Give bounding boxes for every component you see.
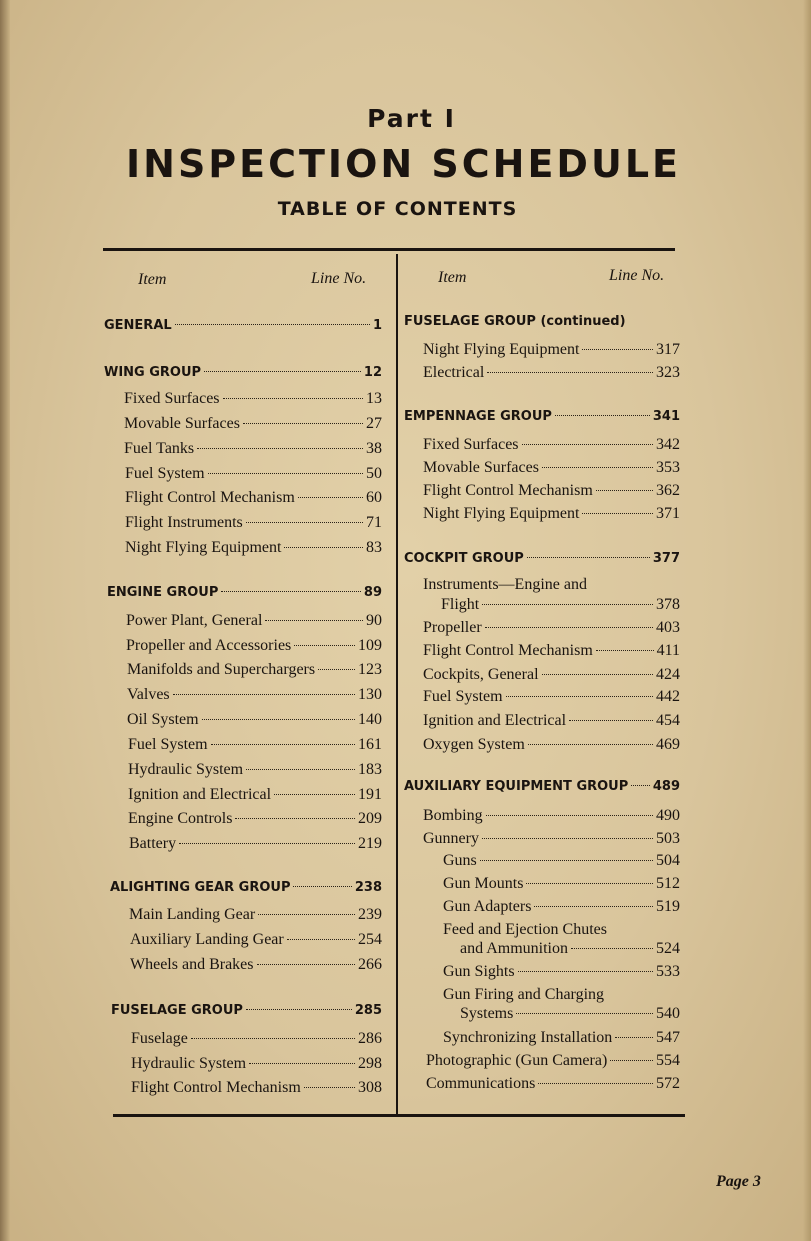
toc-entry-label: GENERAL: [104, 318, 172, 333]
toc-line-number: 13: [366, 390, 382, 407]
toc-entry-label: Flight Control Mechanism: [423, 642, 593, 659]
toc-entry-label: Electrical: [423, 364, 485, 381]
page-title: INSPECTION SCHEDULE: [126, 142, 681, 186]
toc-line-number: 191: [358, 786, 382, 803]
toc-entry: [131, 1055, 382, 1073]
dot-leader: [197, 448, 363, 449]
dot-leader: [246, 522, 363, 523]
toc-line-number: 50: [366, 465, 382, 482]
toc-entry: [124, 415, 382, 433]
toc-entry-label: Communications: [426, 1075, 536, 1092]
dot-leader: [522, 444, 653, 445]
toc-line-number: 454: [656, 712, 680, 729]
toc-entry-label: Night Flying Equipment: [423, 505, 580, 522]
bottom-rule: [113, 1114, 685, 1117]
dot-leader: [274, 794, 355, 795]
toc-entry: [130, 931, 382, 949]
toc-line-number: 38: [366, 440, 382, 457]
dot-leader: [284, 547, 363, 548]
toc-line-number: 341: [652, 409, 680, 424]
toc-entry: [125, 539, 382, 557]
dot-leader: [631, 785, 650, 786]
toc-entry: [126, 637, 382, 655]
toc-line-number: 362: [656, 482, 680, 499]
toc-entry: [423, 576, 587, 594]
toc-line-number: 140: [358, 711, 382, 728]
toc-line-number: 424: [656, 666, 680, 683]
toc-entry-label: COCKPIT GROUP: [404, 551, 524, 566]
toc-line-number: 12: [363, 365, 382, 380]
toc-entry-label: Flight Control Mechanism: [125, 489, 295, 506]
dot-leader: [528, 744, 653, 745]
dot-leader: [246, 1009, 352, 1010]
dot-leader: [287, 939, 355, 940]
toc-line-number: 554: [656, 1052, 680, 1069]
toc-group-heading: [107, 585, 382, 600]
left-item-header: Item: [138, 271, 167, 288]
toc-entry-label: Engine Controls: [128, 810, 233, 827]
toc-entry: [423, 830, 680, 848]
toc-entry: [423, 341, 680, 359]
toc-entry-label: Flight Control Mechanism: [131, 1079, 301, 1096]
toc-group-heading: [404, 409, 680, 424]
toc-line-number: 503: [656, 830, 680, 847]
toc-entry-label: AUXILIARY EQUIPMENT GROUP: [404, 779, 629, 794]
toc-entry-label: Hydraulic System: [131, 1055, 247, 1072]
dot-leader: [487, 372, 653, 373]
toc-entry-label: Fuel System: [128, 736, 208, 753]
toc-entry: [443, 1029, 680, 1047]
toc-line-number: 411: [656, 642, 680, 659]
toc-line-number: 323: [656, 364, 680, 381]
toc-entry-label: ALIGHTING GEAR GROUP: [110, 880, 291, 895]
toc-line-number: 489: [652, 779, 680, 794]
dot-leader: [208, 473, 363, 474]
toc-entry: [443, 852, 680, 870]
dot-leader: [571, 948, 653, 949]
toc-entry: [124, 390, 382, 408]
toc-line-number: 209: [358, 810, 382, 827]
toc-entry: [128, 736, 382, 754]
toc-line-number: 317: [656, 341, 680, 358]
toc-entry: [443, 986, 604, 1004]
dot-leader: [542, 674, 653, 675]
toc-line-number: 71: [366, 514, 382, 531]
toc-entry-label: Night Flying Equipment: [423, 341, 580, 358]
toc-entry: [124, 440, 382, 458]
toc-entry: [126, 612, 382, 630]
toc-entry-label: Oil System: [127, 711, 199, 728]
toc-line-number: 403: [656, 619, 680, 636]
toc-entry: [127, 686, 382, 704]
toc-entry-label: Ignition and Electrical: [128, 786, 272, 803]
toc-entry: [443, 921, 607, 939]
toc-entry: [125, 514, 382, 532]
dot-leader: [221, 591, 361, 592]
toc-line-number: 533: [656, 963, 680, 980]
toc-line-number: 353: [656, 459, 680, 476]
dot-leader: [526, 883, 653, 884]
dot-leader: [486, 815, 653, 816]
dot-leader: [569, 720, 653, 721]
dot-leader: [518, 971, 653, 972]
toc-group-heading: [111, 1003, 382, 1018]
toc-entry: [441, 596, 680, 614]
toc-entry-label: Night Flying Equipment: [125, 539, 282, 556]
toc-entry-label: Fuel Tanks: [124, 440, 195, 457]
toc-entry: [129, 835, 382, 853]
toc-group-heading: [404, 551, 680, 566]
toc-entry: [131, 1079, 382, 1097]
toc-group-heading: [104, 318, 382, 333]
toc-entry: [460, 1005, 680, 1023]
toc-entry: [423, 482, 680, 500]
toc-entry-label: Gun Sights: [443, 963, 515, 980]
toc-line-number: 308: [358, 1079, 382, 1096]
dot-leader: [596, 650, 654, 651]
toc-entry-label: Flight Instruments: [125, 514, 243, 531]
dot-leader: [482, 838, 653, 839]
toc-line-number: 254: [358, 931, 382, 948]
dot-leader: [582, 513, 653, 514]
toc-line-number: 239: [358, 906, 382, 923]
toc-entry: [423, 619, 680, 637]
dot-leader: [506, 696, 653, 697]
page-number: Page 3: [716, 1173, 761, 1190]
toc-group-heading: [404, 314, 626, 329]
dot-leader: [179, 843, 355, 844]
toc-entry-label: Ignition and Electrical: [423, 712, 567, 729]
toc-entry-label: Battery: [129, 835, 177, 852]
toc-entry: [128, 810, 382, 828]
toc-entry: [128, 786, 382, 804]
toc-line-number: 378: [656, 596, 680, 613]
toc-entry-label: Movable Surfaces: [423, 459, 539, 476]
toc-entry-label: Fuel System: [125, 465, 205, 482]
toc-entry-label: Synchronizing Installation: [443, 1029, 613, 1046]
right-item-header: Item: [438, 269, 467, 286]
toc-entry-label: Fuel System: [423, 688, 503, 705]
dot-leader: [485, 627, 653, 628]
dot-leader: [534, 906, 653, 907]
toc-entry: [423, 459, 680, 477]
toc-entry-label: Guns: [443, 852, 477, 869]
toc-line-number: 183: [358, 761, 382, 778]
toc-entry: [423, 688, 680, 706]
toc-line-number: 130: [358, 686, 382, 703]
toc-entry-label: Main Landing Gear: [129, 906, 256, 923]
toc-entry-label: Bombing: [423, 807, 483, 824]
dot-leader: [596, 490, 653, 491]
page-right-edge: [803, 0, 811, 1241]
page-left-edge: [0, 0, 10, 1241]
toc-entry: [423, 642, 680, 660]
toc-entry-label: EMPENNAGE GROUP: [404, 409, 552, 424]
toc-entry: [127, 711, 382, 729]
part-heading: Part I: [367, 104, 456, 133]
toc-entry-label: Power Plant, General: [126, 612, 263, 629]
dot-leader: [538, 1083, 653, 1084]
toc-line-number: 371: [656, 505, 680, 522]
toc-line-number: 89: [363, 585, 382, 600]
dot-leader: [582, 349, 653, 350]
dot-leader: [191, 1038, 355, 1039]
toc-entry-label: Fixed Surfaces: [423, 436, 519, 453]
toc-line-number: 285: [354, 1003, 382, 1018]
toc-line-number: 519: [656, 898, 680, 915]
toc-group-heading: [104, 365, 382, 380]
toc-entry: [423, 807, 680, 825]
dot-leader: [318, 669, 355, 670]
page-subtitle: TABLE OF CONTENTS: [277, 198, 518, 220]
toc-entry-label: Hydraulic System: [128, 761, 244, 778]
dot-leader: [555, 415, 650, 416]
toc-entry: [130, 956, 382, 974]
dot-leader: [542, 467, 653, 468]
toc-line-number: 298: [358, 1055, 382, 1072]
toc-entry-label: ENGINE GROUP: [107, 585, 219, 600]
dot-leader: [246, 769, 355, 770]
dot-leader: [223, 398, 363, 399]
toc-entry-label: Flight: [441, 596, 480, 613]
top-rule: [103, 248, 675, 251]
toc-line-number: 161: [358, 736, 382, 753]
toc-line-number: 83: [366, 539, 382, 556]
toc-line-number: 377: [652, 551, 680, 566]
dot-leader: [293, 886, 351, 887]
toc-entry-label: Oxygen System: [423, 736, 525, 753]
toc-entry: [125, 465, 382, 483]
dot-leader: [258, 914, 355, 915]
left-line-header: Line No.: [311, 270, 367, 287]
toc-line-number: 572: [656, 1075, 680, 1092]
toc-entry-label: WING GROUP: [104, 365, 202, 380]
dot-leader: [173, 694, 355, 695]
toc-entry-label: Gun Firing and Charging: [443, 986, 605, 1003]
toc-line-number: 1: [372, 318, 382, 333]
toc-entry: [423, 736, 680, 754]
toc-entry-label: Photographic (Gun Camera): [426, 1052, 608, 1069]
toc-entry: [423, 364, 680, 382]
toc-entry-label: FUSELAGE GROUP (continued): [404, 314, 626, 329]
toc-entry: [423, 505, 680, 523]
dot-leader: [243, 423, 363, 424]
toc-line-number: 123: [358, 661, 382, 678]
toc-line-number: 286: [358, 1030, 382, 1047]
dot-leader: [202, 719, 355, 720]
toc-entry: [443, 963, 680, 981]
toc-group-heading: [404, 779, 680, 794]
dot-leader: [294, 645, 355, 646]
toc-entry: [423, 436, 680, 454]
dot-leader: [516, 1013, 653, 1014]
toc-entry: [131, 1030, 382, 1048]
toc-entry-label: Manifolds and Superchargers: [127, 661, 316, 678]
dot-leader: [527, 557, 650, 558]
dot-leader: [610, 1060, 653, 1061]
toc-entry-label: Wheels and Brakes: [130, 956, 254, 973]
toc-entry: [423, 712, 680, 730]
toc-entry-label: Systems: [460, 1005, 514, 1022]
dot-leader: [304, 1087, 355, 1088]
dot-leader: [482, 604, 653, 605]
column-divider: [396, 254, 398, 1114]
toc-entry-label: Cockpits, General: [423, 666, 539, 683]
toc-line-number: 504: [656, 852, 680, 869]
toc-entry-label: Gun Adapters: [443, 898, 532, 915]
toc-entry-label: Flight Control Mechanism: [423, 482, 593, 499]
toc-entry-label: Instruments—Engine and: [423, 576, 587, 593]
toc-entry-label: FUSELAGE GROUP: [111, 1003, 243, 1018]
toc-entry: [426, 1052, 680, 1070]
dot-leader: [480, 860, 653, 861]
toc-entry: [128, 761, 382, 779]
toc-entry: [443, 875, 680, 893]
dot-leader: [249, 1063, 355, 1064]
dot-leader: [298, 497, 363, 498]
toc-line-number: 266: [358, 956, 382, 973]
dot-leader: [615, 1037, 653, 1038]
toc-entry: [460, 940, 680, 958]
toc-line-number: 60: [366, 489, 382, 506]
dot-leader: [204, 371, 361, 372]
toc-entry-label: Movable Surfaces: [124, 415, 240, 432]
dot-leader: [257, 964, 355, 965]
toc-line-number: 490: [656, 807, 680, 824]
dot-leader: [265, 620, 363, 621]
toc-line-number: 512: [656, 875, 680, 892]
toc-line-number: 442: [656, 688, 680, 705]
toc-entry-label: Gun Mounts: [443, 875, 524, 892]
toc-entry-label: Propeller: [423, 619, 482, 636]
toc-entry: [426, 1075, 680, 1093]
toc-entry: [423, 666, 680, 684]
toc-line-number: 524: [656, 940, 680, 957]
toc-entry-label: Fuselage: [131, 1030, 188, 1047]
toc-entry-label: Gunnery: [423, 830, 479, 847]
toc-entry-label: Fixed Surfaces: [124, 390, 220, 407]
toc-line-number: 109: [358, 637, 382, 654]
toc-entry-label: Propeller and Accessories: [126, 637, 292, 654]
toc-line-number: 547: [656, 1029, 680, 1046]
dot-leader: [175, 324, 370, 325]
dot-leader: [211, 744, 355, 745]
toc-entry-label: Valves: [127, 686, 170, 703]
toc-entry: [125, 489, 382, 507]
toc-group-heading: [110, 880, 382, 895]
toc-line-number: 342: [656, 436, 680, 453]
toc-entry-label: and Ammunition: [460, 940, 568, 957]
dot-leader: [235, 818, 355, 819]
toc-entry-label: Feed and Ejection Chutes: [443, 921, 607, 938]
toc-entry: [443, 898, 680, 916]
toc-line-number: 27: [366, 415, 382, 432]
toc-entry: [127, 661, 382, 679]
toc-line-number: 469: [656, 736, 680, 753]
toc-line-number: 238: [354, 880, 382, 895]
toc-line-number: 540: [656, 1005, 680, 1022]
toc-entry: [129, 906, 382, 924]
toc-line-number: 219: [358, 835, 382, 852]
toc-entry-label: Auxiliary Landing Gear: [130, 931, 284, 948]
toc-line-number: 90: [366, 612, 382, 629]
right-line-header: Line No.: [609, 267, 665, 284]
